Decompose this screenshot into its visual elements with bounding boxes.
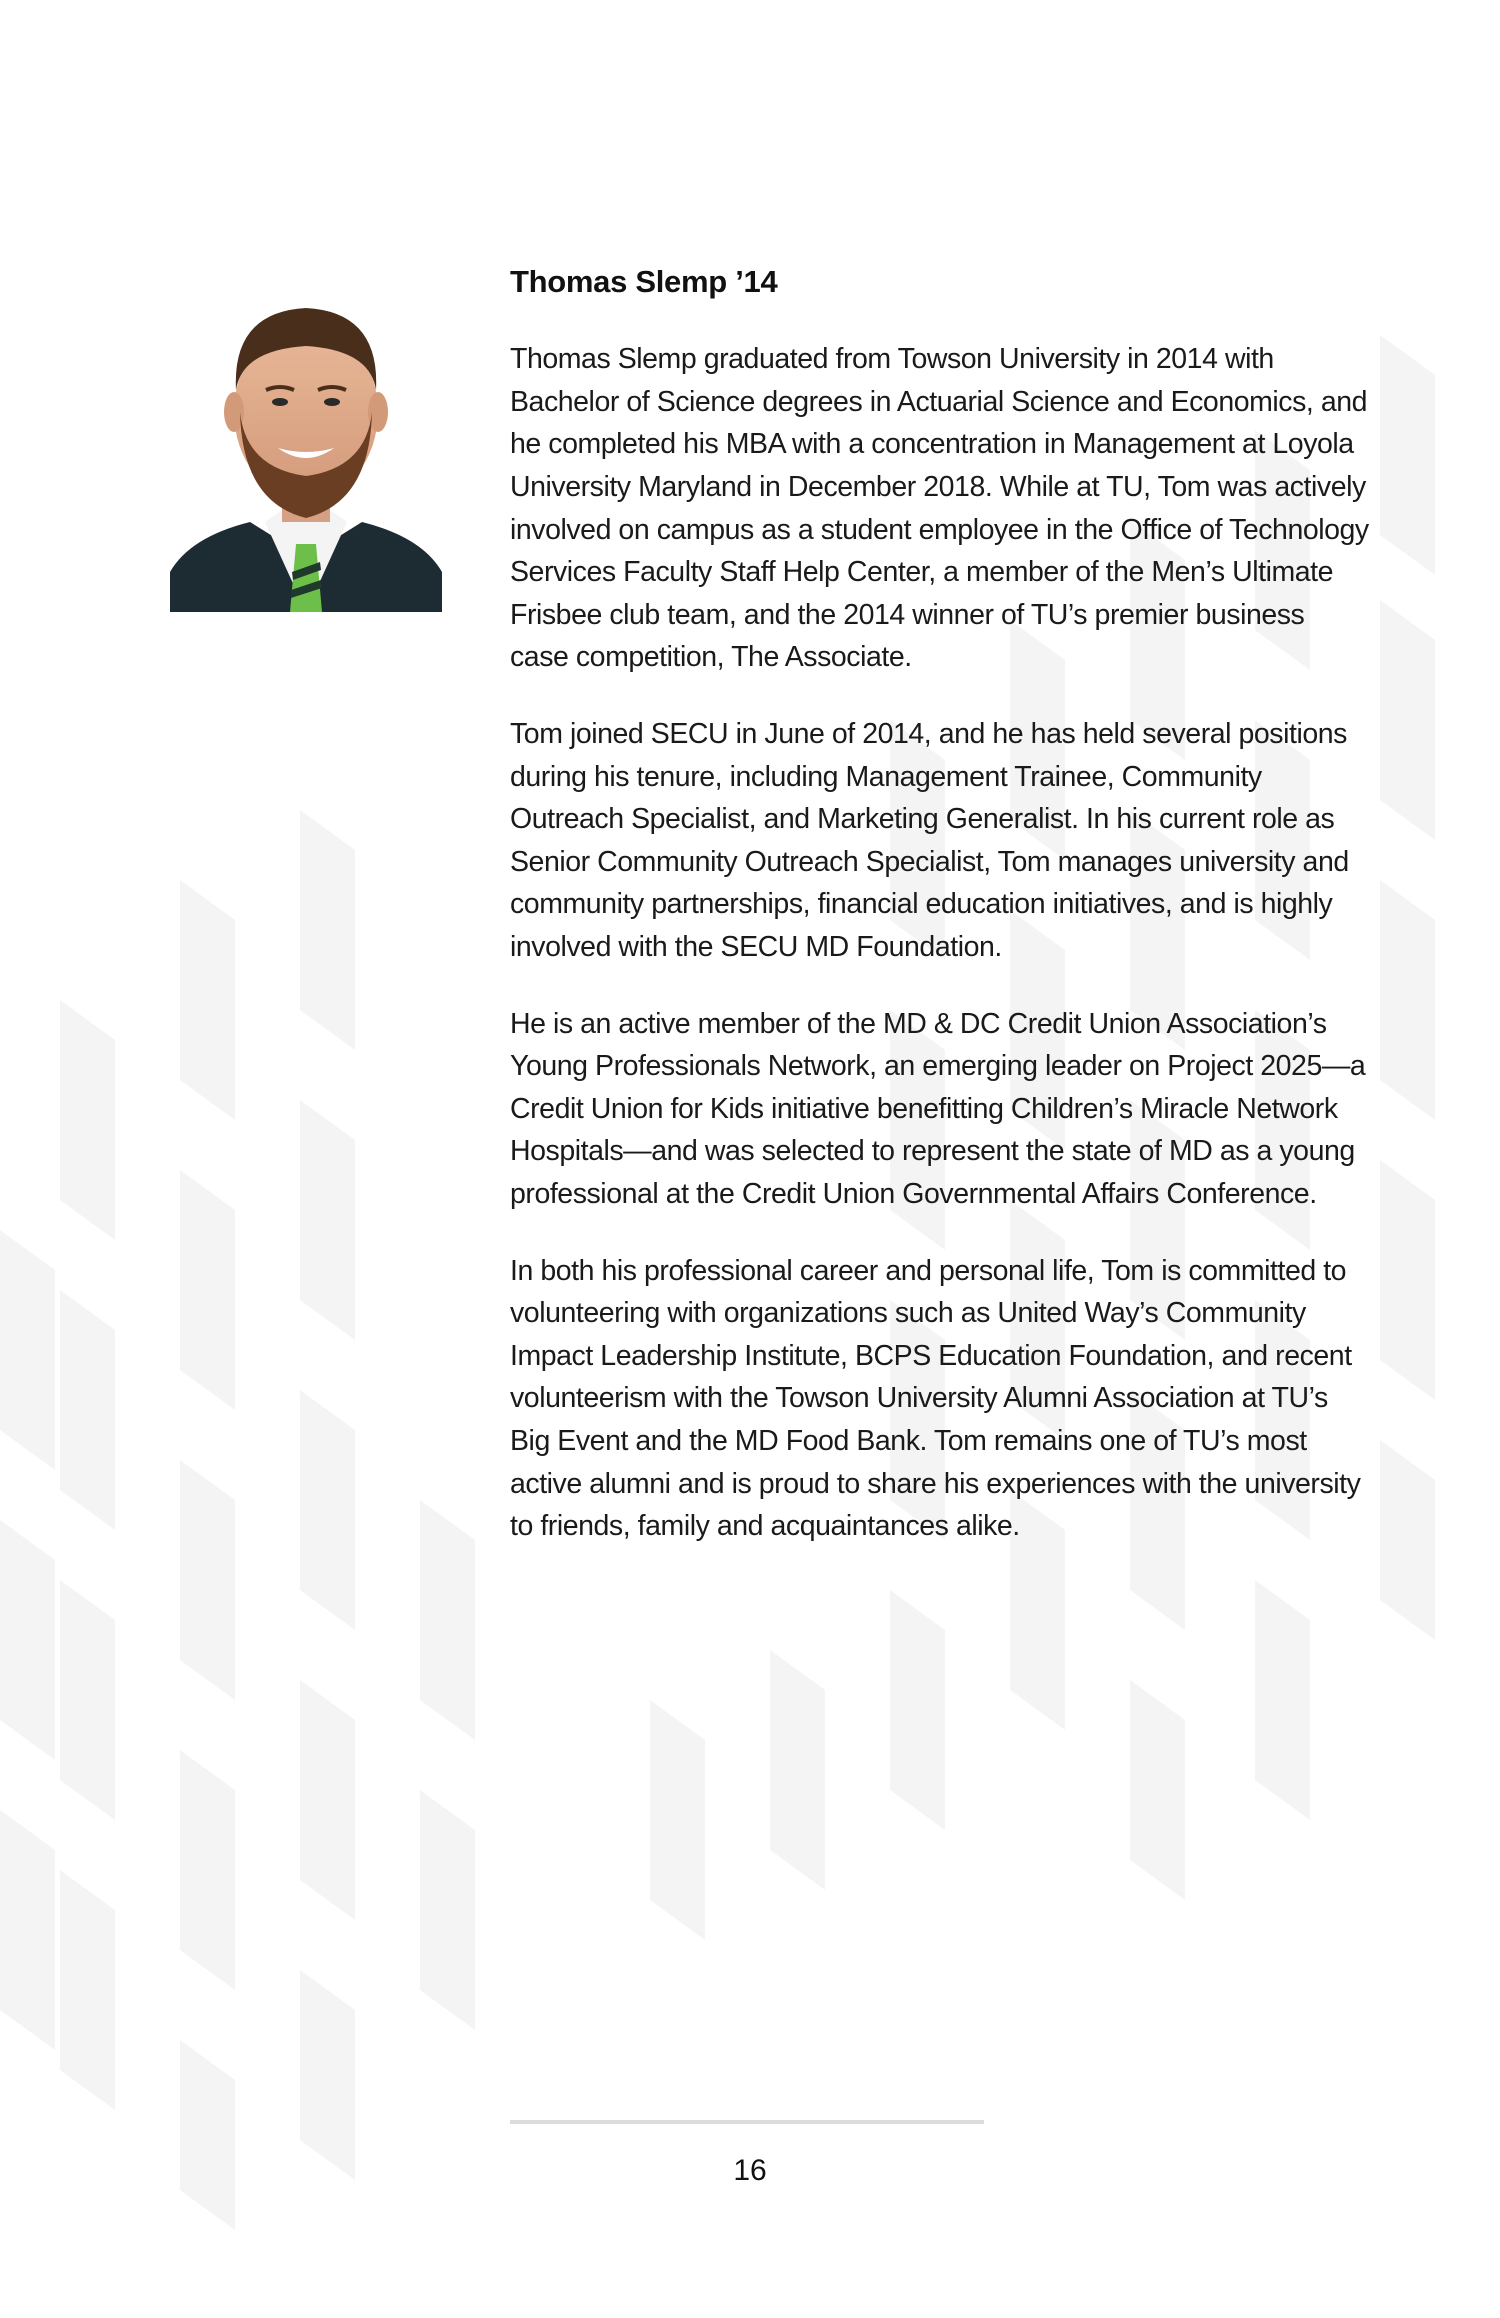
bio-paragraph-education: Thomas Slemp graduated from Towson University in 2014 with Bachelor of Science degrees in Actuarial Science and Economics, and he completed his MBA with a concentration in Management at Loyola University Maryland in December 2018. While at TU, Tom was actively involved on campus as a student employee in the Office of Technology Services Faculty Staff Help Center, a member of the Men’s Ultimate Frisbee club team, and the 2014 winner of TU’s premier business case competition, The Associate. [510,343,1369,674]
bio-paragraph-volunteering: In both his professional career and personal life, Tom is committed to volunteering with organizations such as United Way’s Community Impact Leadership Institute, BCPS Education Foundation, and recent volunteerism with the Towson University Alumni Association at TU’s Big Event and the MD Food Bank. Tom remains one of TU’s most active alumni and is proud to share his experiences with the university to friends, family and acquaintances alike. [510,1254,1361,1543]
bio-section [510,262,1370,1582]
portrait-icon [170,272,442,612]
page-number: 16 [733,2154,767,2187]
portrait-photo [170,272,442,612]
footer-divider [510,2120,984,2124]
profile-name: Thomas Slemp ’14 [510,264,778,299]
bio-paragraph-career: Tom joined SECU in June of 2014, and he has held several positions during his tenure, including Management Trainee, Community Outreach Specialist, and Marketing Generalist. In his current role as Senior Community Outreach Specialist, Tom manages university and community partnerships, financial education initiatives, and is highly involved with the SECU MD Foundation. [510,718,1349,964]
bio-paragraph-affiliations: He is an active member of the MD & DC Credit Union Association’s Young Professionals Network, an emerging leader on Project 2025—a Credit Union for Kids initiative benefitting Children’s Miracle Network Hospitals—and was selected to represent the state of MD as a young professional at the Credit Union Governmental Affairs Conference. [510,1007,1366,1210]
